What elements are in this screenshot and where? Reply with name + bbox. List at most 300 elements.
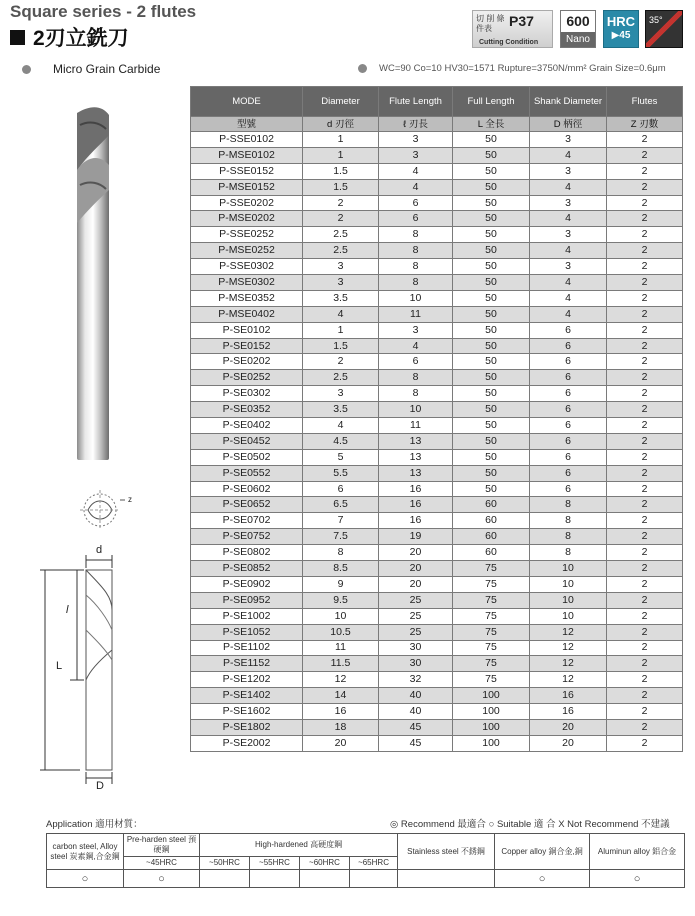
table-cell: 8: [530, 513, 607, 529]
page-title-cn: [10, 22, 129, 52]
stainless-mark: [398, 870, 495, 888]
table-cell: 30: [379, 656, 453, 672]
table-cell: 4: [530, 290, 607, 306]
carbon-mark: ○: [47, 870, 124, 888]
table-cell: 8: [530, 529, 607, 545]
header-shank-diameter: Shank Diameter: [530, 87, 607, 117]
table-cell: 50: [453, 275, 530, 291]
table-row: [191, 290, 683, 306]
table-cell: 20: [303, 735, 379, 751]
table-cell: 4: [303, 418, 379, 434]
table-cell: 16: [530, 688, 607, 704]
table-cell: 8: [379, 275, 453, 291]
table-cell: 3: [303, 275, 379, 291]
table-cell: 50: [453, 259, 530, 275]
table-cell: 10: [379, 290, 453, 306]
table-cell: 2: [607, 275, 683, 291]
table-cell: 50: [453, 449, 530, 465]
table-cell: 60: [453, 545, 530, 561]
table-cell: 50: [453, 147, 530, 163]
table-cell: P-SE1152: [191, 656, 303, 672]
table-cell: 8: [379, 227, 453, 243]
table-cell: 1.5: [303, 179, 379, 195]
table-cell: 60: [453, 513, 530, 529]
table-cell: 50: [453, 354, 530, 370]
table-row: [191, 147, 683, 163]
table-cell: 20: [379, 545, 453, 561]
page-title: Square series - 2 flutes: [10, 2, 197, 21]
hh60-mark: [300, 870, 350, 888]
table-cell: 32: [379, 672, 453, 688]
table-cell: 5: [303, 449, 379, 465]
table-row: [191, 624, 683, 640]
table-cell: P-SE0752: [191, 529, 303, 545]
table-cell: 13: [379, 449, 453, 465]
table-cell: 50: [453, 386, 530, 402]
cutting-cn-label: 切 削 條件表: [476, 14, 505, 33]
table-cell: P-SE0552: [191, 465, 303, 481]
table-cell: P-SE0802: [191, 545, 303, 561]
table-cell: P-SE2002: [191, 735, 303, 751]
table-row: [191, 688, 683, 704]
hrc-label: HRC: [606, 14, 636, 29]
table-cell: P-SE0952: [191, 592, 303, 608]
table-cell: P-SE0902: [191, 576, 303, 592]
table-cell: 8: [303, 545, 379, 561]
table-row: [191, 370, 683, 386]
table-cell: 2: [607, 592, 683, 608]
table-cell: P-MSE0152: [191, 179, 303, 195]
table-cell: 2: [607, 608, 683, 624]
table-cell: 2: [607, 147, 683, 163]
cutting-code: P37: [509, 13, 534, 29]
hh-range-60: ~60HRC: [300, 857, 350, 870]
table-row: [191, 561, 683, 577]
high-hardened-header: High-hardened 高硬度鋼: [200, 834, 398, 857]
aluminum-mark: ○: [590, 870, 685, 888]
table-cell: 16: [303, 704, 379, 720]
table-cell: 2: [607, 704, 683, 720]
table-cell: 60: [453, 529, 530, 545]
table-cell: P-SSE0152: [191, 163, 303, 179]
table-cell: P-SE0402: [191, 418, 303, 434]
hrc-value: ▶45: [611, 30, 631, 41]
preharden-header: Pre-harden steel 預硬鋼: [124, 834, 200, 857]
table-cell: P-SSE0102: [191, 132, 303, 148]
table-cell: 13: [379, 433, 453, 449]
table-cell: P-MSE0302: [191, 275, 303, 291]
table-cell: 11: [303, 640, 379, 656]
table-cell: 50: [453, 211, 530, 227]
table-cell: 12: [530, 624, 607, 640]
helix-angle-value: 35°: [649, 15, 663, 25]
table-row: [191, 402, 683, 418]
table-row: [191, 719, 683, 735]
table-cell: 2: [607, 688, 683, 704]
table-row: [191, 132, 683, 148]
subheader-model: 型號: [191, 117, 303, 132]
end-mill-photo: [60, 95, 130, 465]
table-cell: 100: [453, 719, 530, 735]
coating-name: Nano: [561, 32, 595, 47]
table-cell: 20: [530, 719, 607, 735]
table-cell: 2: [607, 243, 683, 259]
header-full-length: Full Length: [453, 87, 530, 117]
cutting-condition-badge: [472, 10, 553, 48]
table-cell: 11: [379, 306, 453, 322]
table-cell: 50: [453, 418, 530, 434]
table-cell: 8: [530, 545, 607, 561]
table-cell: 6: [379, 195, 453, 211]
table-cell: 4: [379, 163, 453, 179]
table-cell: P-SE0852: [191, 561, 303, 577]
table-cell: 4: [530, 147, 607, 163]
hrc-badge: [603, 10, 639, 48]
table-cell: 8: [379, 386, 453, 402]
table-cell: P-SE0352: [191, 402, 303, 418]
table-row: [191, 195, 683, 211]
table-cell: 2: [607, 449, 683, 465]
table-cell: 2: [607, 481, 683, 497]
table-cell: 2: [607, 322, 683, 338]
table-cell: P-SE0302: [191, 386, 303, 402]
table-cell: 75: [453, 672, 530, 688]
table-cell: 50: [453, 227, 530, 243]
table-cell: P-SE1002: [191, 608, 303, 624]
material-text: Micro Grain Carbide: [53, 62, 161, 76]
header-mode: MODE: [191, 87, 303, 117]
side-view-diagram: [40, 550, 130, 790]
table-cell: 6: [530, 465, 607, 481]
table-row: [191, 592, 683, 608]
table-cell: 1.5: [303, 338, 379, 354]
title-cn-text: 2刃立銑刀: [33, 27, 129, 50]
table-cell: P-MSE0202: [191, 211, 303, 227]
table-row: [191, 433, 683, 449]
hh65-mark: [350, 870, 398, 888]
table-cell: 12: [530, 672, 607, 688]
table-cell: 6: [530, 481, 607, 497]
table-cell: 50: [453, 481, 530, 497]
table-cell: 4.5: [303, 433, 379, 449]
table-body: [191, 132, 683, 752]
table-cell: 6: [530, 322, 607, 338]
table-row: [191, 608, 683, 624]
table-cell: 6: [530, 433, 607, 449]
d-label: d: [96, 544, 103, 556]
application-legend: ◎ Recommend 最適合 ○ Suitable 適 合 X Not Recommend 不建議: [390, 819, 670, 830]
table-cell: 3: [530, 195, 607, 211]
table-cell: 10: [530, 561, 607, 577]
material-line: [22, 62, 160, 76]
table-cell: 11: [379, 418, 453, 434]
flute-length-label: l: [66, 604, 69, 616]
table-cell: 3.5: [303, 402, 379, 418]
table-cell: 9.5: [303, 592, 379, 608]
table-cell: 100: [453, 704, 530, 720]
table-cell: 2: [607, 433, 683, 449]
aluminum-header: Aluminun alloy 鋁合金: [590, 834, 685, 870]
table-cell: P-SE0202: [191, 354, 303, 370]
table-row: [191, 656, 683, 672]
table-row: [191, 545, 683, 561]
table-cell: 50: [453, 306, 530, 322]
table-cell: 18: [303, 719, 379, 735]
table-row: [191, 513, 683, 529]
table-cell: 50: [453, 322, 530, 338]
table-cell: P-SE1202: [191, 672, 303, 688]
table-cell: P-SE1102: [191, 640, 303, 656]
header-flutes: Flutes: [607, 87, 683, 117]
carbon-steel-header: carbon steel, Alloy steel 炭素鋼,合金鋼: [47, 834, 124, 870]
table-row: [191, 418, 683, 434]
table-cell: 6: [379, 211, 453, 227]
preharden-mark: ○: [124, 870, 200, 888]
bullet-dot-icon: [358, 64, 367, 73]
table-cell: 2: [607, 576, 683, 592]
table-row: [191, 386, 683, 402]
full-length-label: L: [56, 660, 63, 672]
table-cell: 1.5: [303, 163, 379, 179]
table-cell: 3: [530, 132, 607, 148]
table-cell: 12: [530, 640, 607, 656]
table-cell: P-SE0102: [191, 322, 303, 338]
table-cell: 4: [379, 338, 453, 354]
table-cell: 4: [303, 306, 379, 322]
table-cell: 2: [607, 179, 683, 195]
table-cell: 2: [607, 735, 683, 751]
table-row: [191, 354, 683, 370]
table-cell: 30: [379, 640, 453, 656]
table-cell: 3: [530, 259, 607, 275]
table-row: [191, 211, 683, 227]
table-cell: P-MSE0252: [191, 243, 303, 259]
coating-badge: [560, 10, 596, 48]
table-cell: 3: [303, 259, 379, 275]
table-cell: 2: [607, 561, 683, 577]
table-cell: 75: [453, 576, 530, 592]
table-cell: 50: [453, 433, 530, 449]
table-cell: 25: [379, 608, 453, 624]
header-diameter: Diameter: [303, 87, 379, 117]
table-cell: 5.5: [303, 465, 379, 481]
table-cell: 10: [379, 402, 453, 418]
table-cell: P-SE0152: [191, 338, 303, 354]
spec-line: [358, 63, 666, 74]
table-cell: 2.5: [303, 370, 379, 386]
copper-mark: ○: [495, 870, 590, 888]
table-cell: 2: [607, 640, 683, 656]
table-row: [191, 243, 683, 259]
application-header-row: [47, 834, 685, 857]
table-cell: 12: [530, 656, 607, 672]
table-cell: 6: [379, 354, 453, 370]
table-cell: P-MSE0352: [191, 290, 303, 306]
table-cell: 2: [303, 354, 379, 370]
table-cell: 3.5: [303, 290, 379, 306]
table-cell: 6: [530, 338, 607, 354]
table-row: [191, 338, 683, 354]
table-cell: 2: [607, 306, 683, 322]
table-cell: P-SE0702: [191, 513, 303, 529]
table-cell: 6: [530, 402, 607, 418]
table-subheader-row: [191, 117, 683, 132]
table-row: [191, 449, 683, 465]
table-row: [191, 576, 683, 592]
table-row: [191, 640, 683, 656]
table-cell: 12: [303, 672, 379, 688]
table-row: [191, 163, 683, 179]
table-cell: 50: [453, 243, 530, 259]
table-cell: P-SE0502: [191, 449, 303, 465]
table-cell: 2: [607, 370, 683, 386]
hh-range-65: ~65HRC: [350, 857, 398, 870]
table-cell: 2: [607, 195, 683, 211]
application-values-row: [47, 870, 685, 888]
subheader-full-length: L 全長: [453, 117, 530, 132]
table-cell: 2: [607, 354, 683, 370]
table-cell: P-SE1602: [191, 704, 303, 720]
table-cell: 50: [453, 465, 530, 481]
table-cell: 100: [453, 688, 530, 704]
application-table: [46, 833, 685, 888]
bullet-dot-icon: [22, 65, 31, 74]
hh-range-55: ~55HRC: [250, 857, 300, 870]
table-cell: 10.5: [303, 624, 379, 640]
table-cell: 2.5: [303, 227, 379, 243]
table-cell: 4: [530, 243, 607, 259]
table-row: [191, 735, 683, 751]
table-cell: 16: [530, 704, 607, 720]
table-cell: 8: [530, 497, 607, 513]
coating-number: 600: [566, 13, 590, 29]
table-cell: 4: [530, 275, 607, 291]
table-cell: 2: [303, 211, 379, 227]
table-cell: 50: [453, 290, 530, 306]
table-cell: 14: [303, 688, 379, 704]
table-cell: 2: [607, 259, 683, 275]
table-cell: 2: [607, 529, 683, 545]
spec-text: WC=90 Co=10 HV30=1571 Rupture=3750N/mm² Grain Size=0.6μm: [379, 63, 666, 74]
table-cell: 4: [530, 306, 607, 322]
subheader-diameter: d 刃徑: [303, 117, 379, 132]
table-cell: 100: [453, 735, 530, 751]
table-cell: P-SE0602: [191, 481, 303, 497]
table-cell: 3: [530, 163, 607, 179]
table-cell: P-SE1802: [191, 719, 303, 735]
table-cell: 1: [303, 147, 379, 163]
table-cell: 6: [530, 449, 607, 465]
table-cell: 45: [379, 735, 453, 751]
table-cell: 2: [607, 465, 683, 481]
table-cell: 20: [530, 735, 607, 751]
table-cell: 6.5: [303, 497, 379, 513]
table-cell: 2: [607, 497, 683, 513]
table-cell: 2: [607, 163, 683, 179]
table-cell: 2: [607, 211, 683, 227]
table-cell: P-SE0652: [191, 497, 303, 513]
table-cell: 60: [453, 497, 530, 513]
table-cell: 3: [530, 227, 607, 243]
table-cell: 3: [379, 322, 453, 338]
table-cell: P-SE1402: [191, 688, 303, 704]
copper-header: Copper alloy 銅合金,銅: [495, 834, 590, 870]
table-cell: 2: [607, 513, 683, 529]
table-cell: 6: [530, 418, 607, 434]
spec-table: [190, 86, 683, 752]
table-cell: 10: [530, 608, 607, 624]
table-cell: 2: [607, 386, 683, 402]
table-cell: 2: [607, 132, 683, 148]
table-row: [191, 259, 683, 275]
table-cell: 75: [453, 640, 530, 656]
table-cell: 4: [379, 179, 453, 195]
table-cell: 7: [303, 513, 379, 529]
helix-angle-badge: [645, 10, 683, 48]
subheader-flute-length: ℓ 刃長: [379, 117, 453, 132]
square-bullet-icon: [10, 30, 25, 45]
table-cell: 75: [453, 624, 530, 640]
cutting-condition-label: Cutting Condition: [479, 39, 539, 46]
table-cell: 50: [453, 370, 530, 386]
table-cell: 25: [379, 624, 453, 640]
table-cell: 16: [379, 481, 453, 497]
table-cell: 11.5: [303, 656, 379, 672]
table-row: [191, 179, 683, 195]
table-cell: 40: [379, 688, 453, 704]
table-cell: 2: [607, 719, 683, 735]
table-cell: 75: [453, 608, 530, 624]
table-row: [191, 227, 683, 243]
application-title: Application 適用材質：: [46, 819, 143, 830]
table-cell: 1: [303, 132, 379, 148]
table-header-row: [191, 87, 683, 117]
stainless-header: Stainless steel 不銹鋼: [398, 834, 495, 870]
table-cell: 10: [530, 576, 607, 592]
table-cell: 3: [379, 147, 453, 163]
table-cell: 16: [379, 513, 453, 529]
hh55-mark: [250, 870, 300, 888]
table-row: [191, 529, 683, 545]
table-cell: 2: [607, 402, 683, 418]
table-cell: 4: [530, 179, 607, 195]
table-cell: 10: [530, 592, 607, 608]
table-cell: 50: [453, 338, 530, 354]
table-cell: 45: [379, 719, 453, 735]
table-cell: 2: [607, 672, 683, 688]
hh-range-50: ~50HRC: [200, 857, 250, 870]
table-cell: P-SSE0302: [191, 259, 303, 275]
table-cell: 8: [379, 259, 453, 275]
table-cell: 25: [379, 592, 453, 608]
table-cell: P-MSE0102: [191, 147, 303, 163]
table-row: [191, 672, 683, 688]
table-row: [191, 497, 683, 513]
table-cell: 3: [379, 132, 453, 148]
table-cell: 8.5: [303, 561, 379, 577]
table-cell: 8: [379, 370, 453, 386]
table-cell: 2: [607, 418, 683, 434]
table-cell: P-SE0252: [191, 370, 303, 386]
table-cell: 7.5: [303, 529, 379, 545]
table-cell: 50: [453, 402, 530, 418]
table-cell: 16: [379, 497, 453, 513]
table-cell: 2: [607, 624, 683, 640]
table-cell: 9: [303, 576, 379, 592]
table-cell: 4: [530, 211, 607, 227]
table-cell: 3: [303, 386, 379, 402]
table-cell: 20: [379, 561, 453, 577]
